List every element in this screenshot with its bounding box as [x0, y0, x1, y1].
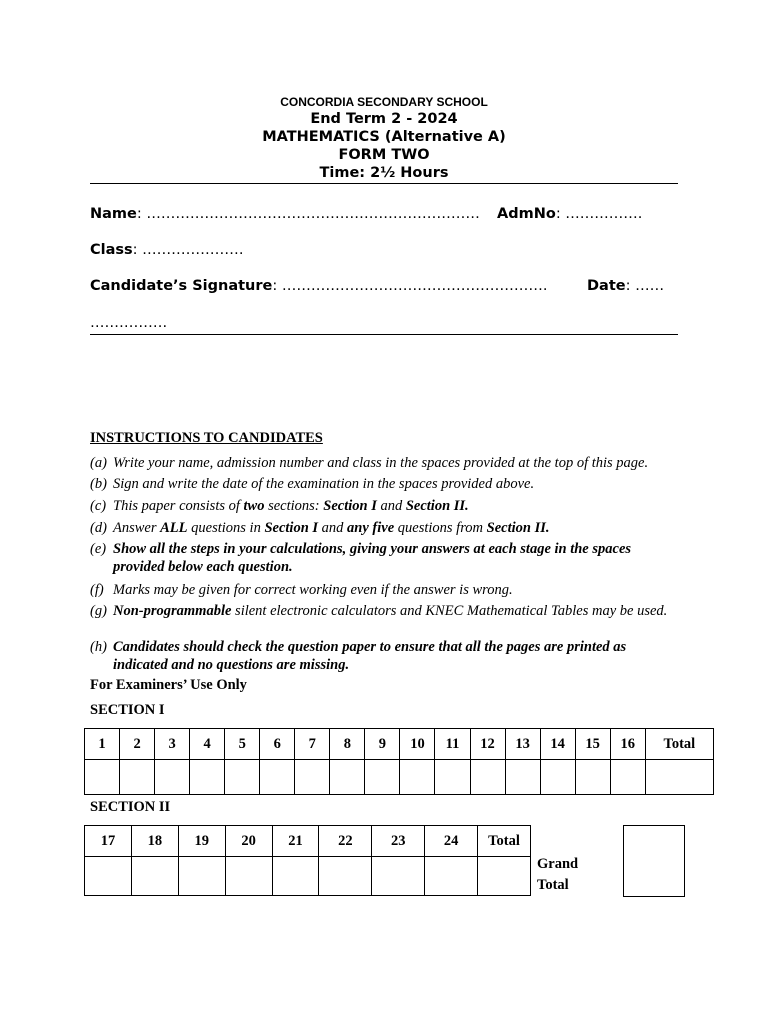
score-cell[interactable] [295, 760, 330, 795]
score-cell[interactable] [225, 857, 272, 896]
score-cell[interactable] [575, 760, 610, 795]
name-field[interactable] [90, 206, 480, 222]
instruction-text: Answer ALL questions in Section I and any five questions from Section II. [113, 520, 550, 536]
score-cell[interactable] [225, 760, 260, 795]
grand-total-line-1: Grand [537, 856, 579, 872]
section-2-score-row [85, 857, 531, 896]
examiners-title: For Examiners’ Use Only [90, 677, 247, 693]
name-label: Name [90, 206, 137, 222]
exam-time: Time: 2½ Hours [319, 165, 449, 181]
date-dots-continued: ……………. [90, 315, 168, 331]
score-cell[interactable] [190, 760, 225, 795]
score-cell[interactable] [85, 857, 132, 896]
instruction-d [90, 519, 680, 537]
question-header: 15 [575, 729, 610, 760]
score-cell[interactable] [260, 760, 295, 795]
instruction-text: Write your name, admission number and class in the spaces provided at the top of this page. [113, 455, 649, 471]
instruction-label: (h) [90, 639, 107, 655]
date-dots: : …… [625, 278, 665, 294]
question-header: 13 [505, 729, 540, 760]
question-header: 2 [120, 729, 155, 760]
score-cell[interactable] [120, 760, 155, 795]
score-cell[interactable] [178, 857, 225, 896]
score-cell[interactable] [400, 760, 435, 795]
school-name: CONCORDIA SECONDARY SCHOOL [280, 95, 488, 109]
question-header: 22 [319, 826, 372, 857]
instructions-title: INSTRUCTIONS TO CANDIDATES [90, 430, 323, 446]
admno-dots: : ……………. [555, 206, 643, 222]
instruction-text: Non-programmable silent electronic calculators and KNEC Mathematical Tables may be used. [113, 603, 668, 619]
score-cell[interactable] [425, 857, 478, 896]
class-field[interactable] [90, 242, 244, 258]
total-score-cell[interactable] [645, 760, 713, 795]
grand-total-label [537, 854, 578, 896]
score-cell[interactable] [540, 760, 575, 795]
question-header: 6 [260, 729, 295, 760]
section-1-header-row [85, 729, 714, 760]
score-cell[interactable] [365, 760, 400, 795]
question-header: 14 [540, 729, 575, 760]
score-cell[interactable] [131, 857, 178, 896]
class-dots: : ………………… [132, 242, 244, 258]
question-header: 12 [470, 729, 505, 760]
question-header: 5 [225, 729, 260, 760]
instruction-f [90, 581, 680, 599]
question-header: 4 [190, 729, 225, 760]
exam-form: FORM TWO [338, 147, 430, 163]
score-cell[interactable] [85, 760, 120, 795]
instruction-text: Marks may be given for correct working even if the answer is wrong. [113, 582, 513, 598]
exam-term: End Term 2 - 2024 [310, 111, 458, 127]
section-2-title: SECTION II [90, 799, 171, 815]
instruction-g [90, 602, 680, 620]
section-1-title: SECTION I [90, 702, 165, 718]
score-cell[interactable] [330, 760, 365, 795]
instruction-text: This paper consists of two sections: Section I and Section II. [113, 498, 469, 514]
score-cell[interactable] [272, 857, 319, 896]
question-header: 24 [425, 826, 478, 857]
instruction-e [90, 540, 680, 576]
signature-field[interactable] [90, 278, 547, 294]
question-header: 20 [225, 826, 272, 857]
section-1-marks-table [84, 728, 714, 795]
score-cell[interactable] [155, 760, 190, 795]
score-cell[interactable] [435, 760, 470, 795]
total-header: Total [478, 826, 531, 857]
question-header: 7 [295, 729, 330, 760]
question-header: 16 [610, 729, 645, 760]
score-cell[interactable] [372, 857, 425, 896]
instruction-a [90, 454, 680, 472]
section-2-marks-table [84, 825, 531, 896]
instruction-label: (b) [90, 476, 107, 492]
instruction-label: (e) [90, 541, 107, 557]
question-header: 23 [372, 826, 425, 857]
question-header: 1 [85, 729, 120, 760]
question-header: 17 [85, 826, 132, 857]
instruction-h [90, 638, 680, 674]
date-label: Date [587, 278, 626, 294]
instruction-label: (c) [90, 498, 107, 514]
grand-total-box[interactable] [623, 825, 685, 897]
total-score-cell[interactable] [478, 857, 531, 896]
admno-label: AdmNo [497, 206, 556, 222]
instruction-text: Show all the steps in your calculations, giving your answers at each stage in the spaces provided below each question. [113, 541, 632, 575]
score-cell[interactable] [470, 760, 505, 795]
grand-total-line-2: Total [537, 877, 569, 893]
instruction-b [90, 475, 680, 493]
date-field[interactable] [587, 278, 664, 294]
question-header: 3 [155, 729, 190, 760]
section-1-score-row [85, 760, 714, 795]
instruction-label: (d) [90, 520, 107, 536]
question-header: 10 [400, 729, 435, 760]
signature-dots: : ………………………………………………. [272, 278, 548, 294]
question-header: 11 [435, 729, 470, 760]
instruction-text: Sign and write the date of the examination in the spaces provided above. [113, 476, 535, 492]
instruction-label: (f) [90, 582, 104, 598]
exam-subject: MATHEMATICS (Alternative A) [262, 129, 506, 145]
total-header: Total [645, 729, 713, 760]
score-cell[interactable] [319, 857, 372, 896]
class-label: Class [90, 242, 133, 258]
name-dots: : …………………………………………………………… [136, 206, 480, 222]
question-header: 8 [330, 729, 365, 760]
score-cell[interactable] [505, 760, 540, 795]
instruction-c [90, 497, 680, 515]
instruction-text: Candidates should check the question paper to ensure that all the pages are printed as indicated and no questions are missing. [113, 639, 627, 673]
instruction-label: (a) [90, 455, 107, 471]
candidate-divider [90, 334, 678, 335]
admno-field[interactable] [497, 206, 642, 222]
header-divider [90, 183, 678, 184]
score-cell[interactable] [610, 760, 645, 795]
question-header: 21 [272, 826, 319, 857]
section-2-header-row [85, 826, 531, 857]
instruction-label: (g) [90, 603, 107, 619]
question-header: 18 [131, 826, 178, 857]
question-header: 9 [365, 729, 400, 760]
question-header: 19 [178, 826, 225, 857]
signature-label: Candidate’s Signature [90, 278, 273, 294]
